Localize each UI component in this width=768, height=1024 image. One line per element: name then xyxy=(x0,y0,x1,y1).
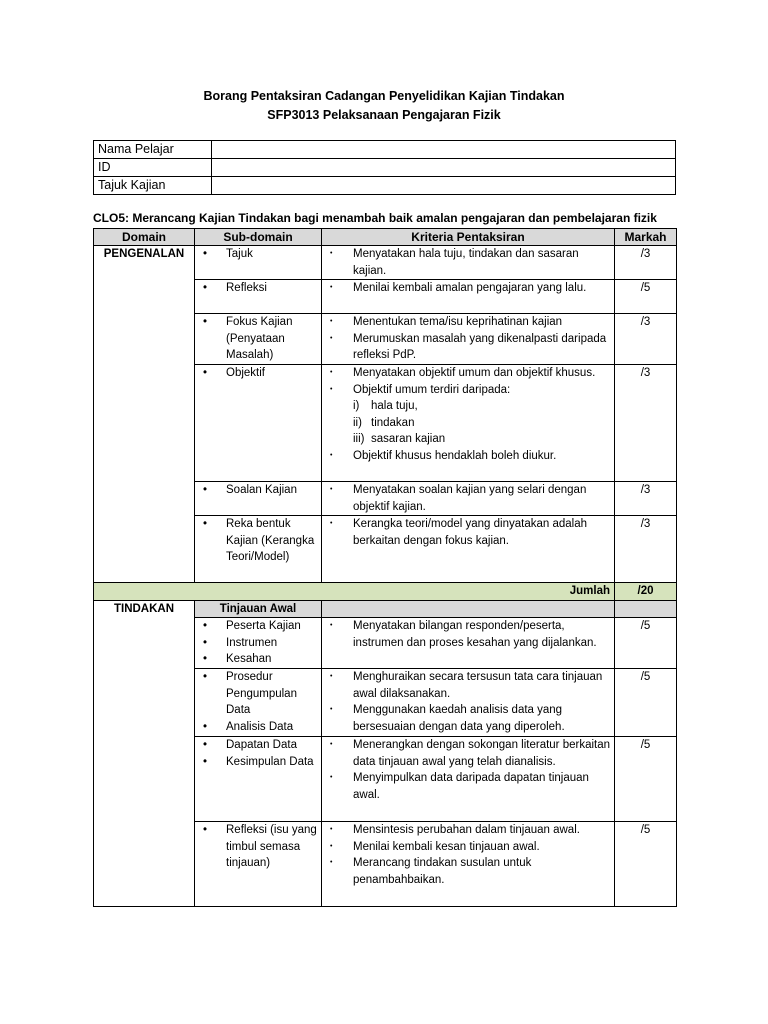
sublist-item: ii) tindakan xyxy=(353,416,415,429)
list-item: • Merumuskan masalah yang dikenalpasti daripada refleksi PdP. xyxy=(326,331,610,364)
sub-domain-cell xyxy=(195,516,322,583)
mark-cell: /5 xyxy=(615,280,677,314)
list-item: • Kesahan xyxy=(199,651,317,668)
list-item: • Menyatakan hala tuju, tindakan dan sasaran kajian. xyxy=(326,246,610,279)
mark-cell: /5 xyxy=(615,737,677,822)
column-header: Kriteria Pentaksiran xyxy=(322,229,615,246)
list-item: • Tajuk xyxy=(199,246,317,263)
mark-cell: /3 xyxy=(615,365,677,482)
domain-label: TINDAKAN xyxy=(94,600,195,907)
column-header: Markah xyxy=(615,229,677,246)
student-info-table xyxy=(93,140,676,195)
list-item: • Instrumen xyxy=(199,635,317,652)
list-item: • Kesimpulan Data xyxy=(199,754,317,771)
criteria-cell xyxy=(322,246,615,280)
criteria-cell xyxy=(322,822,615,907)
total-mark: /20 xyxy=(615,583,677,601)
mark-cell: /5 xyxy=(615,618,677,669)
mark-cell: /5 xyxy=(615,822,677,907)
document-title: Borang Pentaksiran Cadangan Penyelidikan Kajian Tindakan xyxy=(203,89,565,103)
info-row xyxy=(94,159,676,177)
sublist-item: i) hala tuju, xyxy=(353,400,418,412)
total-label: Jumlah xyxy=(94,583,615,601)
table-row xyxy=(94,246,677,280)
domain-label: PENGENALAN xyxy=(94,246,195,583)
list-item: • Menyatakan bilangan responden/peserta, instrumen dan proses kesahan yang dijalankan. xyxy=(326,618,610,651)
list-item: • Menyimpulkan data daripada dapatan tinjauan awal. xyxy=(326,770,610,803)
list-item: • Peserta Kajian xyxy=(199,618,317,635)
sub-domain-cell xyxy=(195,365,322,482)
list-item: • Mensintesis perubahan dalam tinjauan awal. xyxy=(326,822,610,839)
info-row xyxy=(94,177,676,195)
clo-statement: CLO5: Merancang Kajian Tindakan bagi menambah baik amalan pengajaran dan pembelajaran fizik xyxy=(93,211,657,225)
criteria-cell xyxy=(322,516,615,583)
list-item: • Menerangkan dengan sokongan literatur berkaitan data tinjauan awal yang telah dianalisis. xyxy=(326,737,610,770)
section-label: Tinjauan Awal xyxy=(195,600,322,618)
mark-cell: /3 xyxy=(615,516,677,583)
list-item: • Merancang tindakan susulan untuk penambahbaikan. xyxy=(326,855,610,888)
list-item: • Menilai kembali kesan tinjauan awal. xyxy=(326,839,610,856)
section-row xyxy=(94,600,677,618)
list-item: • Refleksi (isu yang timbul semasa tinjauan) xyxy=(199,822,317,872)
sub-domain-cell xyxy=(195,280,322,314)
criteria-cell xyxy=(322,737,615,822)
sub-domain-cell xyxy=(195,669,322,737)
section-empty-cell xyxy=(615,600,677,618)
assessment-table xyxy=(93,228,677,907)
list-item: • Kerangka teori/model yang dinyatakan adalah berkaitan dengan fokus kajian. xyxy=(326,516,610,549)
list-item: • Dapatan Data xyxy=(199,737,317,754)
info-value-field[interactable] xyxy=(212,159,676,177)
criteria-cell xyxy=(322,482,615,516)
mark-cell: /3 xyxy=(615,246,677,280)
info-row xyxy=(94,141,676,159)
column-header: Domain xyxy=(94,229,195,246)
mark-cell: /5 xyxy=(615,669,677,737)
info-label: Nama Pelajar xyxy=(94,141,212,159)
section-empty-cell xyxy=(322,600,615,618)
criteria-cell xyxy=(322,669,615,737)
list-item: • Refleksi xyxy=(199,280,317,297)
mark-cell: /3 xyxy=(615,314,677,365)
list-item: • Menggunakan kaedah analisis data yang bersesuaian dengan data yang diperoleh. xyxy=(326,702,610,735)
sublist-item: iii) sasaran kajian xyxy=(353,433,446,445)
criteria-cell xyxy=(322,280,615,314)
sub-domain-cell xyxy=(195,822,322,907)
list-item: • Menentukan tema/isu keprihatinan kajian xyxy=(326,314,610,331)
info-value-field[interactable] xyxy=(212,177,676,195)
info-label: ID xyxy=(94,159,212,177)
list-item: • Objektif xyxy=(199,365,317,382)
criteria-cell xyxy=(322,314,615,365)
column-header: Sub-domain xyxy=(195,229,322,246)
list-item: • Menghuraikan secara tersusun tata cara tinjauan awal dilaksanakan. xyxy=(326,669,610,702)
criteria-cell xyxy=(322,618,615,669)
mark-cell: /3 xyxy=(615,482,677,516)
list-item: • Fokus Kajian (Penyataan Masalah) xyxy=(199,314,317,364)
sub-domain-cell xyxy=(195,618,322,669)
list-item: • Objektif khusus hendaklah boleh diukur. xyxy=(326,448,610,465)
info-value-field[interactable] xyxy=(212,141,676,159)
document-subtitle: SFP3013 Pelaksanaan Pengajaran Fizik xyxy=(267,108,501,122)
info-label: Tajuk Kajian xyxy=(94,177,212,195)
list-item: • Menyatakan soalan kajian yang selari dengan objektif kajian. xyxy=(326,482,610,515)
sub-domain-cell xyxy=(195,482,322,516)
sub-domain-cell xyxy=(195,737,322,822)
header-row xyxy=(94,229,677,246)
list-item: • Objektif umum terdiri daripada: xyxy=(326,382,610,399)
list-item: • Menyatakan objektif umum dan objektif khusus. xyxy=(326,365,610,382)
list-item: • Soalan Kajian xyxy=(199,482,317,499)
list-item: • Menilai kembali amalan pengajaran yang lalu. xyxy=(326,280,610,297)
list-item: • Prosedur Pengumpulan Data xyxy=(199,669,317,719)
list-item: • Reka bentuk Kajian (Kerangka Teori/Model) xyxy=(199,516,317,566)
criteria-cell xyxy=(322,365,615,482)
total-row xyxy=(94,583,677,601)
sub-domain-cell xyxy=(195,246,322,280)
objective-sublist xyxy=(326,398,610,448)
list-item: • Analisis Data xyxy=(199,719,317,736)
sub-domain-cell xyxy=(195,314,322,365)
